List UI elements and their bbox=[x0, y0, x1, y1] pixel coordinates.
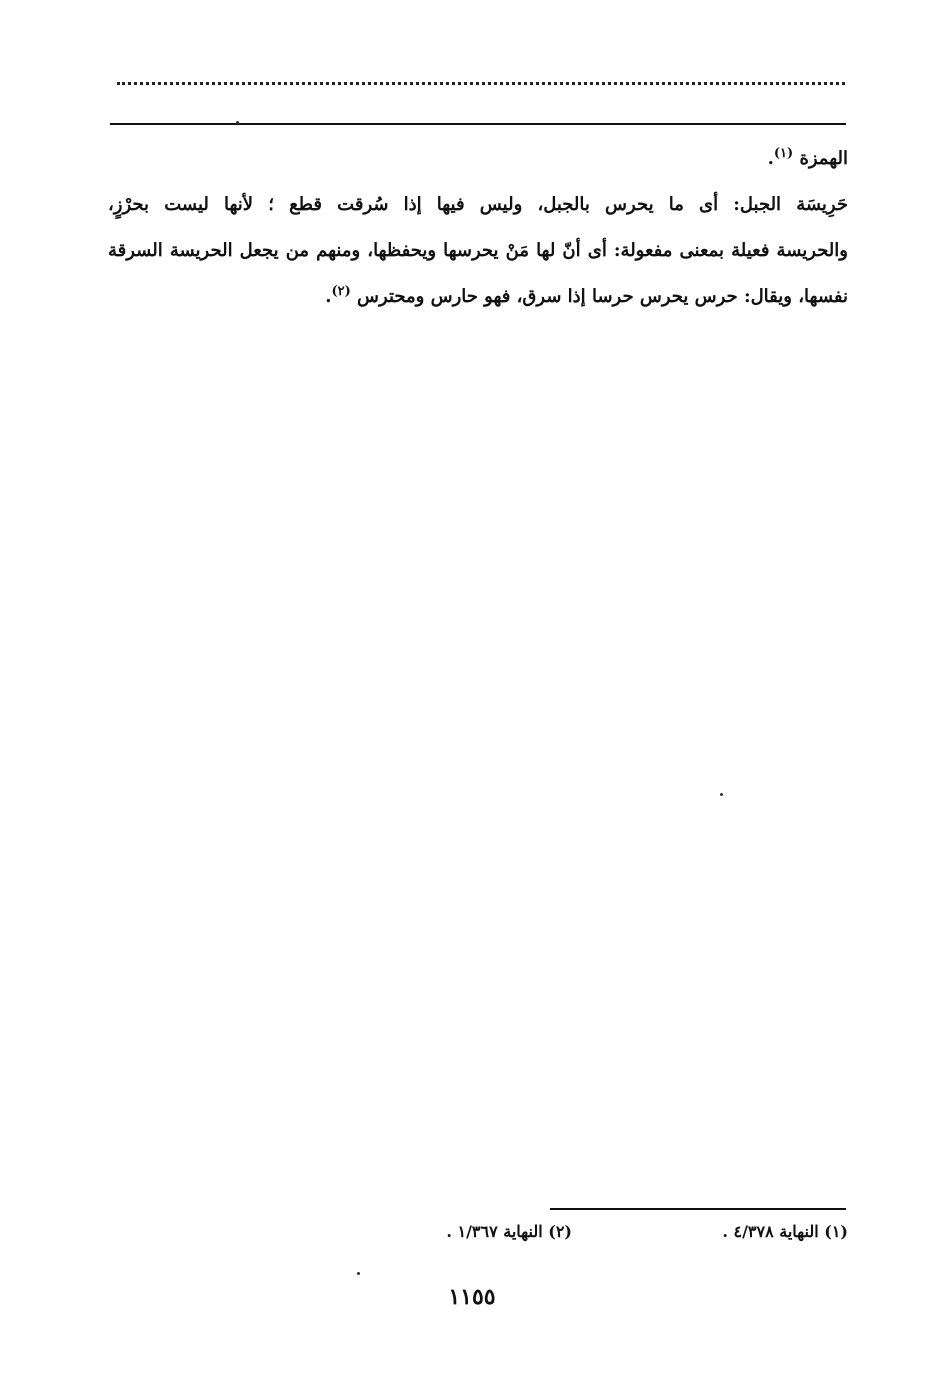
footnote-1: (١) النهاية ٤/٣٧٨ . bbox=[722, 1222, 848, 1241]
footnote-rule bbox=[550, 1208, 846, 1210]
line4-text: نفسها، ويقال: حرس يحرس حرسا إذا سرق، فهو حارس ومحترس bbox=[350, 286, 848, 307]
footnote-2: (٢) النهاية ١/٣٦٧ . bbox=[446, 1222, 572, 1241]
scan-speck bbox=[720, 793, 723, 796]
footnote-ref-1: (١) bbox=[773, 146, 794, 161]
entry-definition: : أى ما يحرس بالجبل، وليس فيها إذا سُرقت قطع ؛ لأنها ليست بحرْزٍ، bbox=[108, 194, 740, 215]
scan-speck bbox=[357, 1272, 360, 1275]
line1-text: الهمزة bbox=[793, 148, 848, 169]
scan-speck bbox=[236, 121, 239, 124]
text-line-1 bbox=[108, 136, 848, 182]
footnote-ref-2: (٢) bbox=[331, 284, 351, 299]
text-line-4 bbox=[108, 274, 848, 320]
text-line-2 bbox=[108, 182, 848, 228]
page-number: ١١٥٥ bbox=[448, 1284, 496, 1310]
main-text bbox=[108, 136, 848, 320]
entry-headword: حَرِيسَة الجبل bbox=[739, 194, 848, 215]
header-rule bbox=[110, 123, 846, 125]
text-line-3: والحريسة فعيلة بمعنى مفعولة: أى أنّ لها مَنْ يحرسها ويحفظها، ومنهم من يجعل الحريسة السرقة bbox=[108, 240, 848, 261]
line4-end: . bbox=[325, 286, 332, 307]
line1-end: . bbox=[767, 148, 774, 169]
header-dotted-rule bbox=[117, 82, 845, 85]
